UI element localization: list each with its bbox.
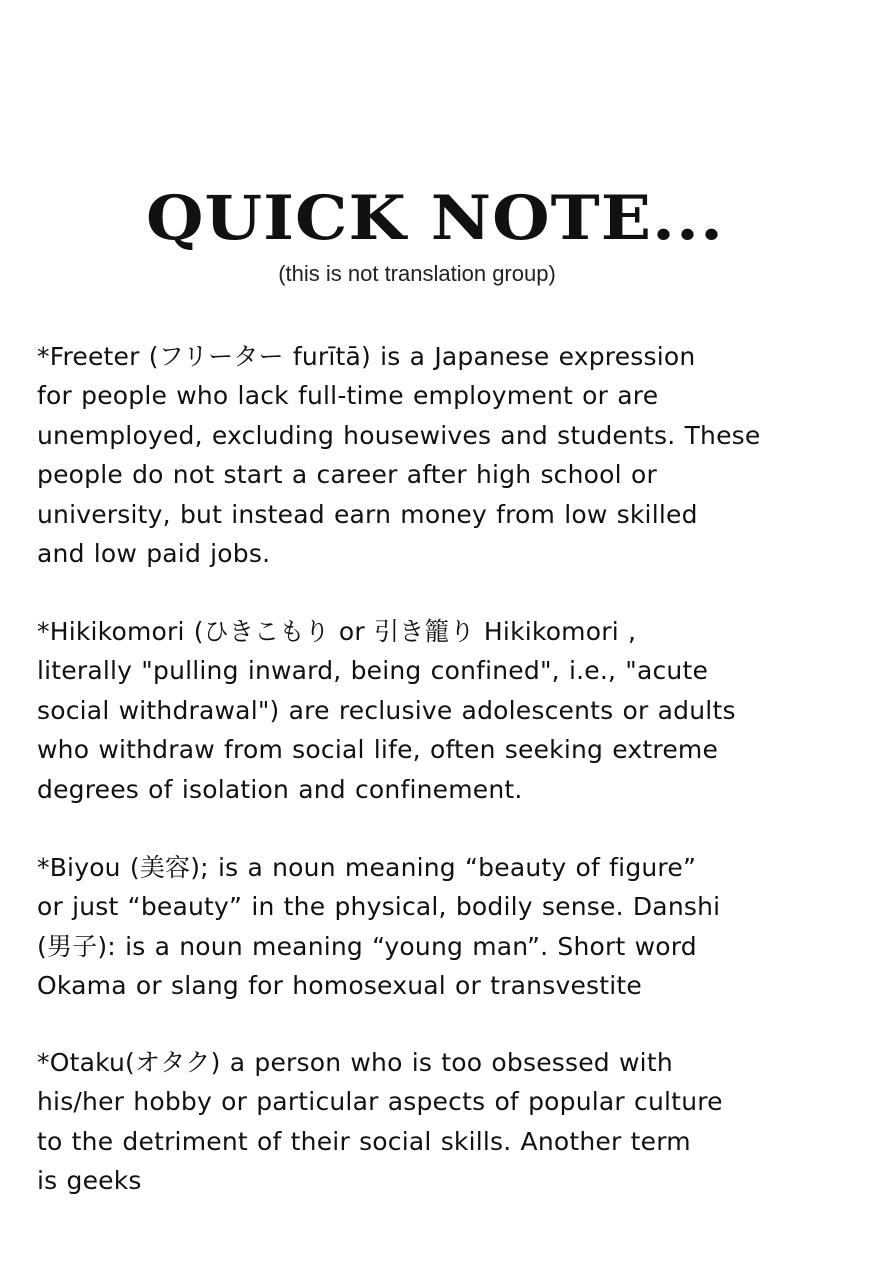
note-otaku: *Otaku(オタク) a person who is too obsessed with his/her hobby or particular aspects of popular culture to the detriment of their social skills. Another term is geeks [37,1048,723,1196]
note-hikikomori: *Hikikomori (ひきこもり or 引き籠り Hikikomori , literally "pulling inward, being confined", i.e., "acute social withdrawal") are reclusive adolescents or adults who withdraw from social life, often seeking extreme degrees of isolation and confinement. [37,617,736,804]
page-subtitle: (this is not translation group) [278,261,556,286]
note-freeter: *Freeter (フリーター furītā) is a Japanese expression for people who lack full-time employment or are unemployed, excluding housewives and students. These people do not start a career after high school or university, but instead earn money from low skilled and low paid jobs. [37,342,761,569]
note-biyou: *Biyou (美容); is a noun meaning “beauty of figure” or just “beauty” in the physical, bodily sense. Danshi (男子): is a noun meaning “young man”. Short word Okama or slang for homosexual or transvestite [37,853,721,1001]
page-title: QUICK NOTE... [146,182,724,254]
